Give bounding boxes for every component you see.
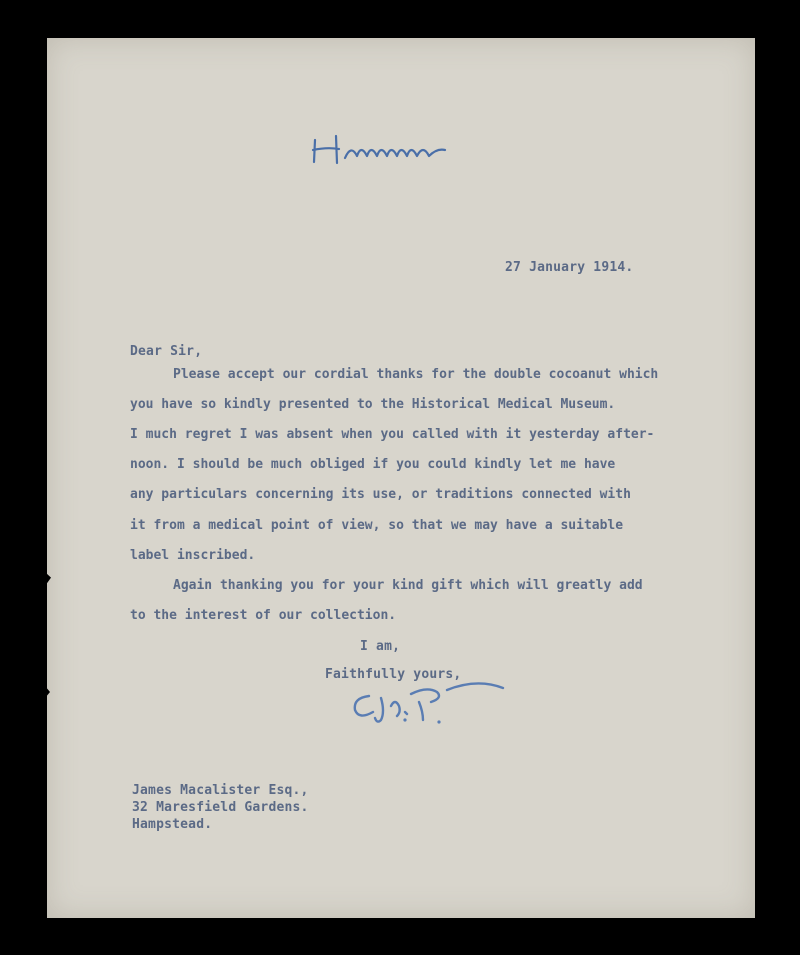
- handwritten-header-mark: [309, 130, 489, 170]
- handwritten-signature: [347, 676, 517, 728]
- letter-page: [47, 38, 755, 918]
- body-line: it from a medical point of view, so that we may have a suitable: [130, 518, 624, 533]
- recipient-town: Hampstead.: [132, 817, 213, 832]
- recipient-name: James Macalister Esq.,: [132, 783, 309, 798]
- letter-date: 27 January 1914.: [505, 260, 634, 275]
- closing-i-am: I am,: [360, 639, 401, 654]
- salutation: Dear Sir,: [130, 344, 203, 359]
- body-line: any particulars concerning its use, or traditions connected with: [130, 487, 631, 502]
- body-line: I much regret I was absent when you called with it yesterday after-: [130, 427, 655, 442]
- edge-tear: [45, 686, 50, 698]
- edge-tear: [45, 572, 51, 586]
- body-line: Please accept our cordial thanks for the double cocoanut which: [173, 367, 659, 382]
- body-line: noon. I should be much obliged if you could kindly let me have: [130, 457, 616, 472]
- closing-faithfully: Faithfully yours,: [325, 667, 462, 682]
- recipient-street: 32 Maresfield Gardens.: [132, 800, 309, 815]
- body-line: you have so kindly presented to the Historical Medical Museum.: [130, 397, 616, 412]
- body-line: label inscribed.: [130, 548, 256, 563]
- body-line: Again thanking you for your kind gift which will greatly add: [173, 578, 643, 593]
- body-line: to the interest of our collection.: [130, 608, 397, 623]
